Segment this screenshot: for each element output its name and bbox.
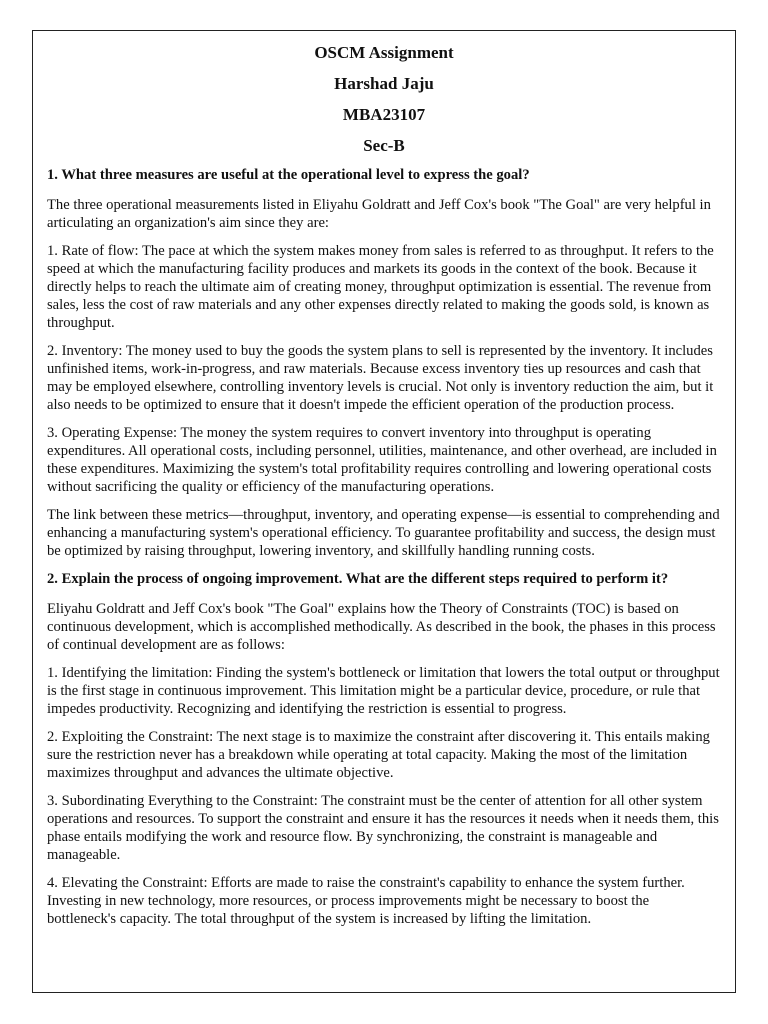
student-name: Harshad Jaju <box>334 74 434 93</box>
q2-paragraph-elevate: 4. Elevating the Constraint: Efforts are made to raise the constraint's capability to enhance the system further. Investing in new technology, more resources, or process improvements might be necessary to boost the bottleneck's capacity. The total throughput of the system is increased by lifting the limitation. <box>47 875 685 927</box>
question-2: 2. Explain the process of ongoing improvement. What are the different steps required to perform it? <box>47 571 669 587</box>
document-body <box>47 42 721 938</box>
q2-paragraph-intro: Eliyahu Goldratt and Jeff Cox's book "The Goal" explains how the Theory of Constraints (TOC) is based on continuous development, which is accomplished methodically. As described in the book, the phases in this process of continual development are as follows: <box>47 601 716 653</box>
roll-number: MBA23107 <box>342 105 426 124</box>
q2-paragraph-subordinate: 3. Subordinating Everything to the Constraint: The constraint must be the center of attention for all other system operations and resources. To support the constraint and ensure it has the resources it needs when it needs them, this phase entails modifying the work and resource flow. By synchronizing, the constraint is manageable and manageable. <box>47 793 719 863</box>
q1-paragraph-intro: The three operational measurements listed in Eliyahu Goldratt and Jeff Cox's book "The Goal" are very helpful in articulating an organization's aim since they are: <box>47 197 711 231</box>
q1-paragraph-summary: The link between these metrics—throughput, inventory, and operating expense—is essential to comprehending and enhancing a manufacturing system's operational efficiency. To guarantee profitability and success, the design must be optimized by raising throughput, lowering inventory, and skillfully handling running costs. <box>47 507 720 559</box>
q1-paragraph-throughput: 1. Rate of flow: The pace at which the system makes money from sales is referred to as throughput. It refers to the speed at which the manufacturing facility produces and markets its goods in the context of the book. Because it directly helps to reach the ultimate aim of creating money, throughput optimization is essential. The revenue from sales, less the cost of raw materials and any other expenses directly related to making the goods sold, is known as throughput. <box>47 243 714 331</box>
q1-paragraph-inventory: 2. Inventory: The money used to buy the goods the system plans to sell is represented by the inventory. It includes unfinished items, work-in-progress, and raw materials. Because excess inventory ties up resources and cash that may be employed elsewhere, controlling inventory levels is crucial. Not only is inventory reduction the aim, but it also needs to be optimized to ensure that it doesn't impede the efficient operation of the production process. <box>47 343 714 413</box>
question-1: 1. What three measures are useful at the operational level to express the goal? <box>47 167 530 183</box>
document-title: OSCM Assignment <box>314 43 454 62</box>
q2-paragraph-identify: 1. Identifying the limitation: Finding the system's bottleneck or limitation that lowers the total output or throughput is the first stage in continuous improvement. This limitation might be a particular device, procedure, or rule that impedes productivity. Recognizing and identifying the restriction is essential to progress. <box>47 665 720 717</box>
q1-paragraph-operating-expense: 3. Operating Expense: The money the system requires to convert inventory into throughput is operating expenditures. All operational costs, including personnel, utilities, maintenance, and other overhead, are included in these expenditures. Maximizing the system's total profitability requires controlling and lowering operational costs without sacrificing the quality or efficiency of the manufacturing operations. <box>47 425 717 495</box>
section-label: Sec-B <box>363 136 405 155</box>
q2-paragraph-exploit: 2. Exploiting the Constraint: The next stage is to maximize the constraint after discovering it. This entails making sure the restriction never has a breakdown while operating at total capacity. Making the most of the limitation maximizes throughput and advances the ultimate objective. <box>47 729 710 781</box>
